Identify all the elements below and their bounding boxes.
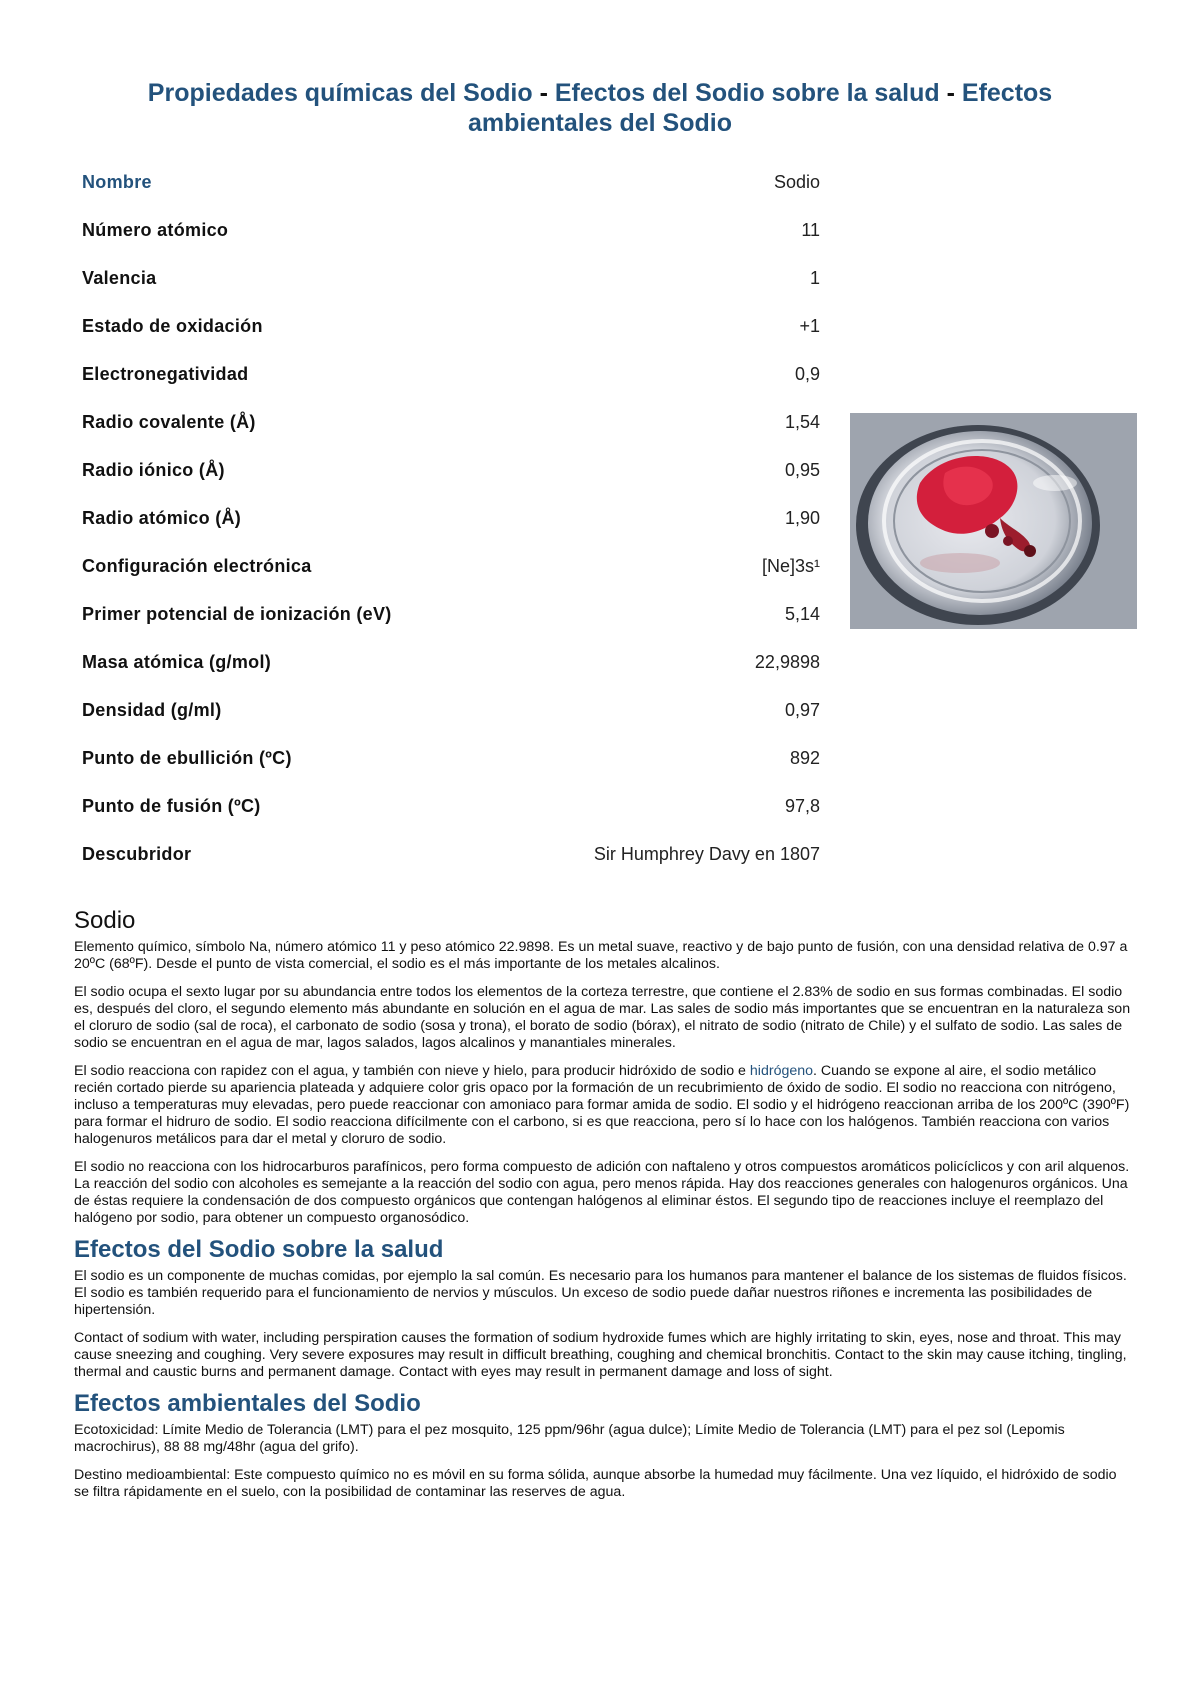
properties-table: [76, 158, 826, 878]
property-label: Masa atómica (g/mol): [82, 651, 272, 672]
property-row: [76, 254, 826, 302]
page-title: [110, 78, 1090, 138]
property-label: Punto de fusión (ºC): [82, 795, 261, 816]
property-row: [76, 542, 826, 590]
property-label: Punto de ebullición (ºC): [82, 747, 292, 768]
article-content: [74, 907, 1134, 1512]
property-row: [76, 686, 826, 734]
property-row: [76, 830, 826, 878]
property-label: Primer potencial de ionización (eV): [82, 603, 392, 624]
title-link-salud[interactable]: Efectos del Sodio sobre la salud: [554, 79, 940, 107]
title-separator: -: [532, 79, 555, 107]
paragraph: Elemento químico, símbolo Na, número atómico 11 y peso atómico 22.9898. Es un metal suave, reactivo y de bajo punto de fusión, con una densidad relativa de 0.97 a 20ºC (68ºF). Desde el punto de vista comercial, el sodio es el más importante de los metales alcalinos.: [74, 939, 1128, 972]
paragraph: El sodio es un componente de muchas comidas, por ejemplo la sal común. Es necesario para los humanos para mantener el balance de los sistemas de fluidos físicos. El sodio es también requerido para el funcionamiento de nervios y músculos. Un exceso de sodio puede dañar nuestros riñones e incrementa las posibilidades de hipertensión.: [74, 1268, 1127, 1318]
paragraph: [74, 1063, 1134, 1148]
property-label: Nombre: [82, 171, 152, 192]
property-label: Valencia: [82, 267, 157, 288]
property-value: 97,8: [784, 795, 820, 816]
property-value: 5,14: [784, 603, 820, 624]
property-label: Radio covalente (Å): [82, 411, 256, 432]
property-label: Número atómico: [82, 219, 229, 240]
paragraph-text: . Cuando se expone al aire, el sodio metálico recién cortado pierde su apariencia plateada y adquiere color gris opaco por la formación de un recubrimiento de óxido de sodio. El sodio no reacciona con nitrógeno, incluso a temperaturas muy elevadas, pero puede reaccionar con amoniaco para formar amida de sodio. El sodio y el hidrógeno reaccionan arriba de los 200ºC (390ºF) para formar el hidruro de sodio. El sodio reacciona difícilmente con el carbono, si es que reacciona, pero sí lo hace con los halógenos. También reacciona con varios halogenuros metálicos para dar el metal y cloruro de sodio.: [74, 1063, 1130, 1147]
property-value: 0,95: [784, 459, 820, 480]
property-label: Radio iónico (Å): [82, 459, 225, 480]
section-heading-salud: Efectos del Sodio sobre la salud: [74, 1236, 444, 1263]
property-value: 1,90: [784, 507, 820, 528]
property-value: 11: [801, 219, 820, 240]
property-row: [76, 782, 826, 830]
paragraph: Destino medioambiental: Este compuesto químico no es móvil en su forma sólida, aunque absorbe la humedad muy fácilmente. Una vez líquido, el hidróxido de sodio se filtra rápidamente en el suelo, con la posibilidad de contaminar las reserves de agua.: [74, 1467, 1117, 1500]
property-value: 1: [809, 267, 820, 288]
property-value: Sodio: [773, 171, 820, 192]
paragraph-text: El sodio reacciona con rapidez con el agua, y también con nieve y hielo, para producir hidróxido de sodio e: [74, 1063, 750, 1079]
title-separator: -: [939, 79, 962, 107]
property-row: [76, 158, 826, 206]
paragraph: Contact of sodium with water, including perspiration causes the formation of sodium hydroxide fumes which are highly irritating to skin, eyes, nose and throat. This may cause sneezing and coughing. Very severe exposures may result in difficult breathing, coughing and chemical bronchitis. Contact to the skin may cause itching, tingling, thermal and caustic burns and permanent damage. Contact with eyes may result in permanent damage and loss of sight.: [74, 1330, 1127, 1380]
property-row: [76, 494, 826, 542]
title-link-propiedades[interactable]: Propiedades químicas del Sodio: [147, 79, 533, 107]
property-value: 22,9898: [754, 651, 820, 672]
property-value: Sir Humphrey Davy en 1807: [593, 843, 820, 864]
hidrogeno-link[interactable]: hidrógeno: [749, 1063, 814, 1079]
property-row: [76, 590, 826, 638]
property-value: 0,9: [794, 363, 820, 384]
property-row: [76, 734, 826, 782]
property-label: Densidad (g/ml): [82, 699, 222, 720]
property-label: Estado de oxidación: [82, 315, 263, 336]
property-value: [Ne]3s¹: [761, 555, 820, 576]
paragraph: Ecotoxicidad: Límite Medio de Tolerancia (LMT) para el pez mosquito, 125 ppm/96hr (agua dulce); Límite Medio de Tolerancia (LMT) para el pez sol (Lepomis macrochirus), 88 88 mg/48hr (agua del grifo).: [74, 1422, 1065, 1455]
title-link-ambientales[interactable]: Efectos ambientales del Sodio: [468, 79, 1053, 137]
property-label: Electronegatividad: [82, 363, 249, 384]
section-heading-sodio: Sodio: [74, 907, 136, 934]
property-label: Configuración electrónica: [82, 555, 312, 576]
property-label: Radio atómico (Å): [82, 507, 242, 528]
property-row: [76, 638, 826, 686]
paragraph: El sodio ocupa el sexto lugar por su abundancia entre todos los elementos de la corteza terrestre, que contiene el 2.83% de sodio en sus formas combinadas. El sodio es, después del cloro, el segundo elemento más abundante en solución en el agua de mar. Las sales de sodio más importantes que se encuentran en la naturaleza son el cloruro de sodio (sal de roca), el carbonato de sodio (sosa y trona), el borato de sodio (bórax), el nitrato de sodio (nitrato de Chile) y el sulfato de sodio. Las sales de sodio se encuentran en el agua de mar, lagos salados, lagos alcalinos y manantiales minerales.: [74, 984, 1131, 1051]
property-value: 892: [789, 747, 820, 768]
property-row: [76, 206, 826, 254]
property-row: [76, 302, 826, 350]
property-row: [76, 446, 826, 494]
paragraph: El sodio no reacciona con los hidrocarburos parafínicos, pero forma compuesto de adición con naftaleno y otros compuestos aromáticos policíclicos y con aril alquenos. La reacción del sodio con alcoholes es semejante a la reacción del sodio con agua, pero menos rápida. Hay dos reacciones generales con halogenuros orgánicos. Una de éstas requiere la condensación de dos compuesto orgánicos que contengan halógenos al eliminar éstos. El segundo tipo de reacciones incluye el reemplazo del halógeno por sodio, para obtener un compuesto organosódico.: [74, 1159, 1130, 1226]
property-row: [76, 350, 826, 398]
property-label: Descubridor: [82, 843, 192, 864]
property-value: 1,54: [784, 411, 820, 432]
section-heading-ambiental: Efectos ambientales del Sodio: [74, 1390, 421, 1417]
sodium-petri-dish-image: [850, 413, 1137, 629]
property-value: +1: [799, 315, 820, 336]
property-value: 0,97: [784, 699, 820, 720]
property-row: [76, 398, 826, 446]
